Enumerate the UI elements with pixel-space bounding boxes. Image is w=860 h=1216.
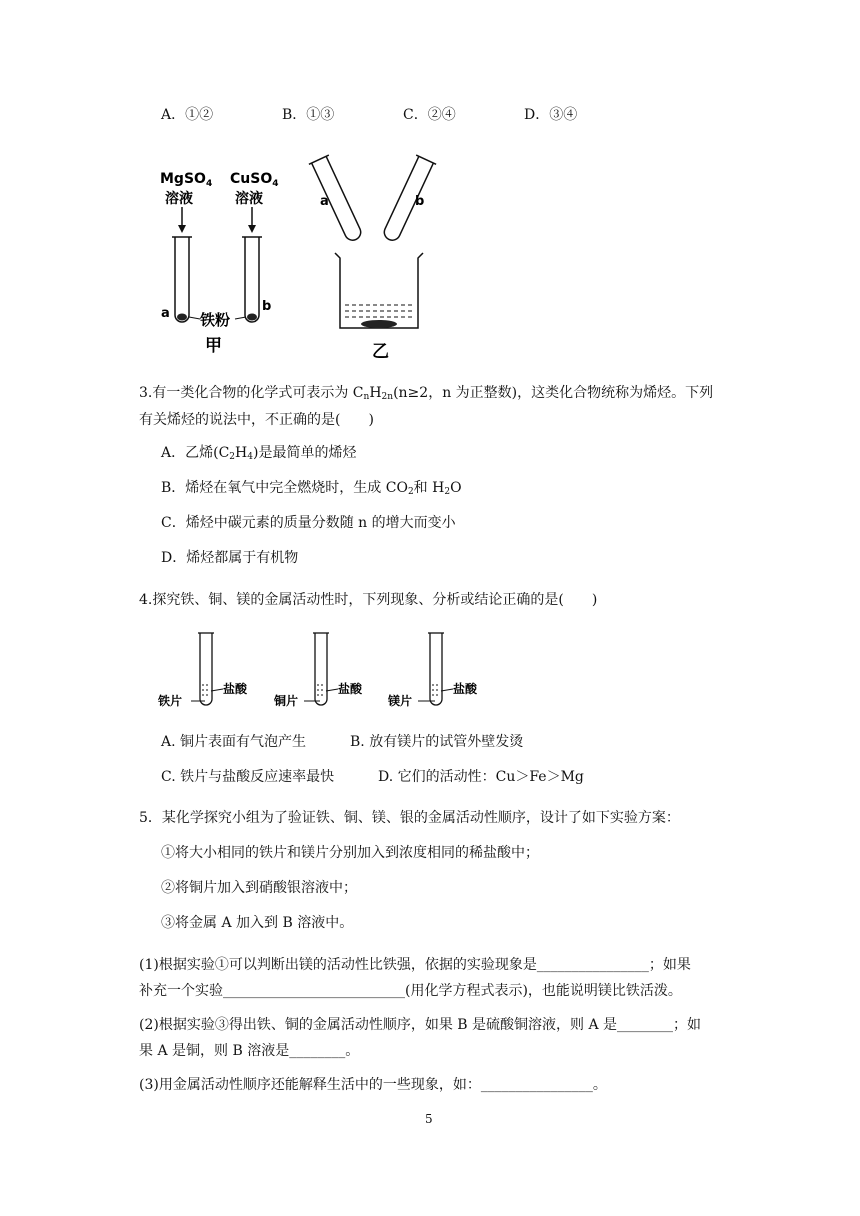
tube3-metal-label: 镁片	[388, 694, 413, 708]
q5-part1-line1: (1)根据实验①可以判断出镁的活动性比铁强，依据的实验现象是________________；如果	[139, 957, 691, 973]
q3-option-a: A．乙烯$(C_2H_4)$是最简单的烯烃	[161, 445, 357, 462]
page-number: 5	[425, 1112, 433, 1126]
iron-powder-label: 铁粉	[200, 311, 231, 329]
q5-stem: 5．某化学探究小组为了验证铁、铜、镁、银的金属活动性顺序，设计了如下实验方案：	[139, 810, 680, 826]
q5-part2-line1: (2)根据实验③得出铁、铜的金属活动性顺序，如果 B 是硫酸铜溶液，则 A 是________；如	[139, 1017, 702, 1033]
arrow-down-icon	[248, 207, 256, 233]
q3-stem-line1: 3.有一类化合物的化学式可表示为 $C_nH_{2n}(n\ge 2$，n 为正整数)，这类化合物统称为烯烃。下列	[139, 385, 714, 402]
figure-three-tubes	[155, 625, 495, 715]
q5-part3: (3)用金属活动性顺序还能解释生活中的一些现象，如：________________。	[139, 1077, 607, 1093]
tube1-acid-label: 盐酸	[223, 682, 248, 696]
q3-option-b: B．烯烃在氧气中完全燃烧时，生成 $CO_2$和 $H_2O$	[161, 480, 462, 497]
tilted-tube-label-b: b	[415, 194, 425, 209]
q2-option-d: D．③④	[524, 107, 578, 123]
figure-jia-yi	[150, 145, 440, 360]
tube-label-b: b	[262, 299, 272, 314]
q3-stem-line2: 有关烯烃的说法中，不正确的是( )	[139, 412, 374, 428]
q5-step-2: ②将铜片加入到硝酸银溶液中；	[161, 880, 357, 896]
q2-option-b: B．①③	[282, 107, 335, 123]
q4-stem: 4.探究铁、铜、镁的金属活动性时，下列现象、分析或结论正确的是( )	[139, 592, 598, 608]
q5-part2-line2: 果 A 是铜，则 B 溶液是________。	[139, 1043, 360, 1059]
tube3-acid-label: 盐酸	[453, 682, 478, 696]
mgso4-solution-label: 溶液	[165, 191, 193, 207]
cuso4-label: CuSO$_4$	[230, 171, 279, 189]
test-tube-right	[242, 237, 262, 322]
q5-part1-line2: 补充一个实验__________________________(用化学方程式表示)，也能说明镁比铁活泼。	[139, 983, 682, 999]
q4-option-b: B. 放有镁片的试管外壁发烫	[350, 734, 524, 750]
q5-step-3: ③将金属 A 加入到 B 溶液中。	[161, 915, 354, 931]
q4-option-c: C. 铁片与盐酸反应速率最快	[161, 769, 335, 785]
tilted-tube-label-a: a	[320, 194, 329, 209]
test-tube-left	[172, 237, 192, 322]
tube2-metal-label: 铜片	[274, 694, 299, 708]
tube1-metal-label: 铁片	[158, 694, 183, 708]
figure-jia-label: 甲	[205, 336, 222, 356]
tube-label-a: a	[161, 306, 170, 321]
test-tube-magnesium	[418, 633, 453, 705]
q2-option-a: A．①②	[161, 107, 214, 123]
q3-option-d: D．烯烃都属于有机物	[161, 550, 299, 566]
mgso4-label: MgSO$_4$	[160, 171, 213, 189]
q4-option-a: A. 铜片表面有气泡产生	[161, 734, 307, 750]
test-tube-copper	[304, 633, 338, 705]
figure-yi-label: 乙	[372, 342, 389, 360]
q2-option-c: C．②④	[403, 107, 456, 123]
beaker	[335, 253, 423, 328]
tilted-tube-b	[379, 155, 436, 244]
tilted-tube-a	[309, 155, 366, 244]
q3-option-c: C．烯烃中碳元素的质量分数随 n 的增大而变小	[161, 515, 456, 531]
tube2-acid-label: 盐酸	[338, 682, 363, 696]
arrow-down-icon	[178, 207, 186, 233]
test-tube-iron	[191, 633, 223, 705]
q5-step-1: ①将大小相同的铁片和镁片分别加入到浓度相同的稀盐酸中；	[161, 845, 539, 861]
cuso4-solution-label: 溶液	[235, 191, 263, 207]
q4-option-d: D. 它们的活动性：Cu＞Fe＞Mg	[378, 769, 584, 785]
